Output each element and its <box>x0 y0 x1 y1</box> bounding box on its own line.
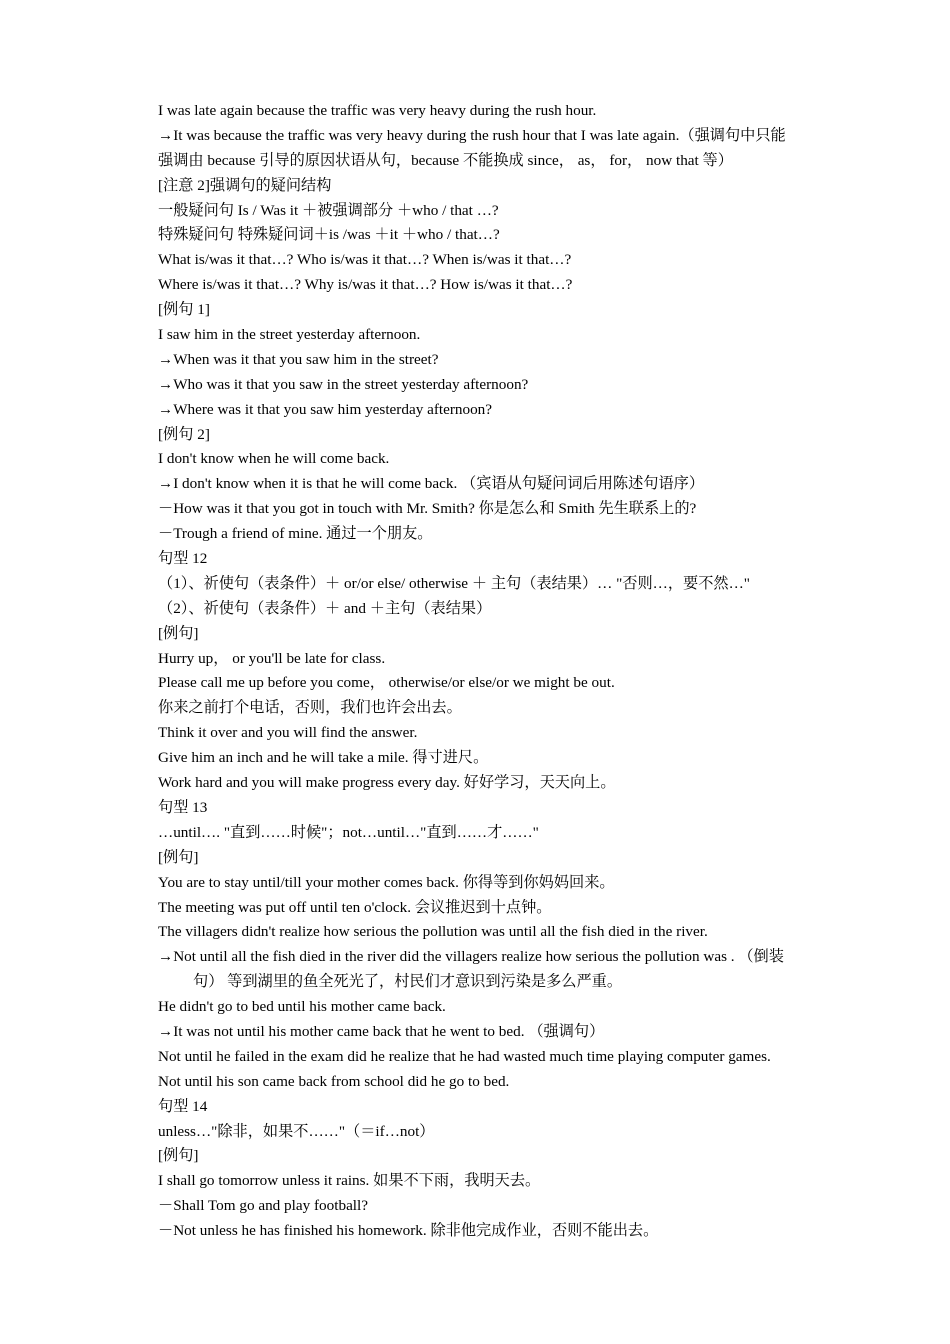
text-line: －Shall Tom go and play football? <box>158 1197 368 1215</box>
text-line: →Who was it that you saw in the street yesterday afternoon? <box>158 375 529 393</box>
example-heading: [例句] <box>158 624 199 642</box>
pattern-heading: 句型 14 <box>158 1097 208 1115</box>
text-line: Where is/was it that…? Why is/was it that…? How is/was it that…? <box>158 276 573 294</box>
text-line: （2）、祈使句（表条件）＋ and ＋主句（表结果） <box>158 599 492 617</box>
text-line: Think it over and you will find the answer. <box>158 724 418 742</box>
text-line: Hurry up， or you'll be late for class. <box>158 649 386 667</box>
text-line: …until…. "直到……时候"；not…until…"直到……才……" <box>158 823 539 841</box>
example-heading: [例句] <box>158 848 199 866</box>
text-line: 特殊疑问句 特殊疑问词＋is /was ＋it ＋who / that…? <box>158 226 500 244</box>
text-line: →I don't know when it is that he will come back. （宾语从句疑问词后用陈述句语序） <box>158 475 705 493</box>
document-page <box>158 99 863 1244</box>
text-line: The meeting was put off until ten o'clock. 会议推迟到十点钟。 <box>158 898 552 916</box>
text-line: I don't know when he will come back. <box>158 450 390 468</box>
text-line: You are to stay until/till your mother comes back. 你得等到你妈妈回来。 <box>158 873 615 891</box>
example-heading: [例句 1] <box>158 301 210 319</box>
text-line: （1）、祈使句（表条件）＋ or/or else/ otherwise ＋ 主句（表结果）… "否则…，要不然…" <box>158 574 751 592</box>
example-heading: [例句] <box>158 1147 199 1165</box>
text-line: I shall go tomorrow unless it rains. 如果不下雨，我明天去。 <box>158 1172 541 1190</box>
text-line: Work hard and you will make progress every day. 好好学习，天天向上。 <box>158 774 616 792</box>
text-line: unless…"除非，如果不……"（＝if…not） <box>158 1122 435 1140</box>
wrapped-paragraph <box>158 945 863 995</box>
text-line: →Not until all the fish died in the river did the villagers realize how serious the pollution was . （倒装 <box>158 948 784 966</box>
text-line-continuation: 句） 等到湖里的鱼全死光了，村民们才意识到污染是多么严重。 <box>193 973 623 991</box>
text-line: 一般疑问句 Is / Was it ＋被强调部分 ＋who / that …? <box>158 201 499 219</box>
text-line: Not until he failed in the exam did he realize that he had wasted much time playing computer games. <box>158 1047 771 1065</box>
example-heading: [例句 2] <box>158 425 210 443</box>
text-line: I saw him in the street yesterday afternoon. <box>158 326 421 344</box>
text-line: －Not unless he has finished his homework. 除非他完成作业，否则不能出去。 <box>158 1222 659 1240</box>
text-line: →It was because the traffic was very heavy during the rush hour that I was late again.（强调句中只能 <box>158 126 786 144</box>
text-line: What is/was it that…? Who is/was it that…? When is/was it that…? <box>158 251 572 269</box>
text-line: Give him an inch and he will take a mile. 得寸进尺。 <box>158 749 489 767</box>
section-note-heading: [注意 2]强调句的疑问结构 <box>158 176 332 194</box>
text-line: →When was it that you saw him in the street? <box>158 350 439 368</box>
text-line: 强调由 because 引导的原因状语从句，because 不能换成 since， as， for， now that 等） <box>158 151 733 169</box>
pattern-heading: 句型 13 <box>158 798 208 816</box>
text-line: He didn't go to bed until his mother came back. <box>158 998 446 1016</box>
text-line: →Where was it that you saw him yesterday afternoon? <box>158 400 493 418</box>
text-line: →It was not until his mother came back that he went to bed. （强调句） <box>158 1022 605 1040</box>
text-line: －How was it that you got in touch with Mr. Smith? 你是怎么和 Smith 先生联系上的? <box>158 500 697 518</box>
text-line: I was late again because the traffic was very heavy during the rush hour. <box>158 102 597 119</box>
text-line: Not until his son came back from school did he go to bed. <box>158 1072 510 1090</box>
text-line: The villagers didn't realize how serious the pollution was until all the fish died in the river. <box>158 923 708 941</box>
text-line: Please call me up before you come， otherwise/or else/or we might be out. <box>158 674 615 692</box>
pattern-heading: 句型 12 <box>158 550 208 568</box>
text-line: 你来之前打个电话，否则，我们也许会出去。 <box>158 699 462 717</box>
text-line: －Trough a friend of mine. 通过一个朋友。 <box>158 525 433 543</box>
